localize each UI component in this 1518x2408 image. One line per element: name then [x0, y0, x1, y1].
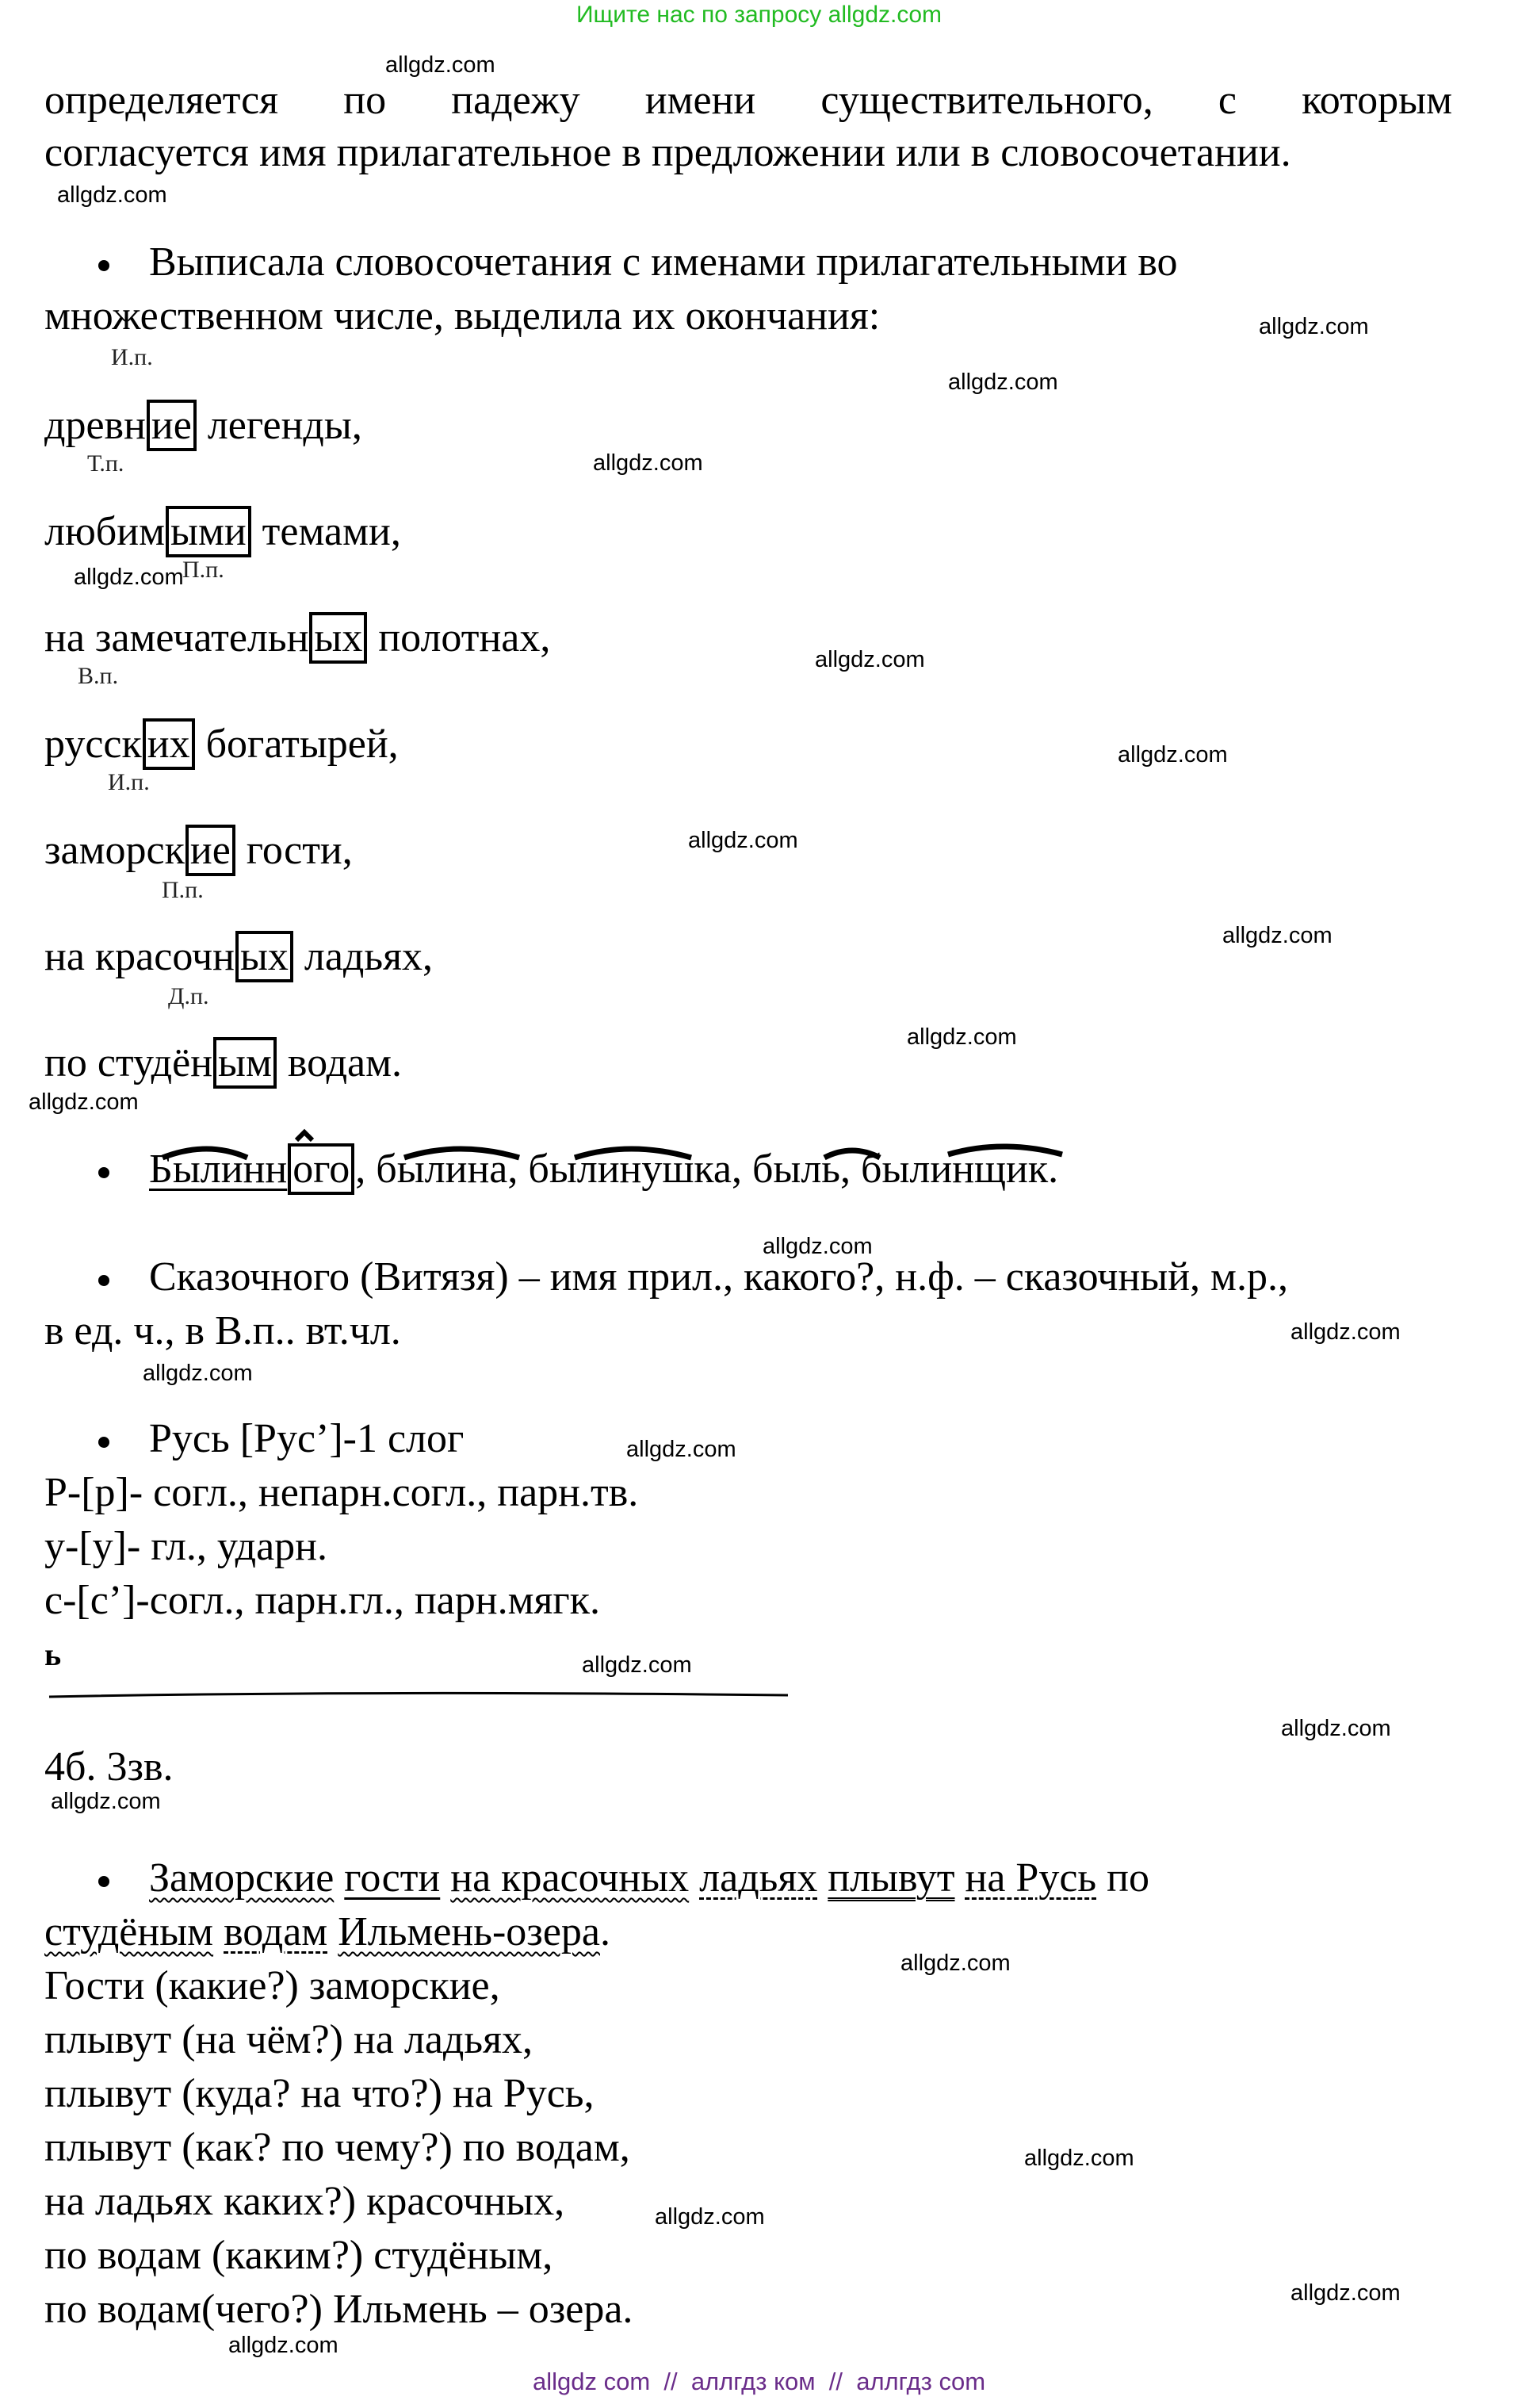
ending-box: ие	[147, 400, 197, 451]
attribute-word: студёным	[44, 1909, 214, 1954]
case-label: Т.п.	[87, 450, 124, 477]
watermark: allgdz.com	[593, 450, 703, 476]
watermark: allgdz.com	[688, 828, 798, 853]
intro-line-1: определяется по падежу имени существительного, с которым	[44, 78, 1452, 123]
phrase-item: древн ие легенды,	[44, 400, 362, 452]
task3-line-2: в ед. ч., в В.п.. вт.чл.	[44, 1308, 401, 1353]
case-label: И.п.	[111, 344, 153, 370]
phonetic-line: Р-[р]- согл., непарн.согл., парн.тв.	[44, 1470, 639, 1515]
case-label: И.п.	[108, 769, 150, 795]
phonetic-line: ь	[44, 1637, 62, 1672]
case-label: П.п.	[162, 877, 204, 903]
watermark: allgdz.com	[1290, 2280, 1401, 2306]
watermark: allgdz.com	[655, 2204, 765, 2230]
bullet-icon	[98, 1437, 109, 1448]
bullet-icon	[98, 1167, 109, 1178]
phrase-item: на замечательн ых полотнах,	[44, 612, 550, 664]
ending-box: ого	[288, 1143, 354, 1195]
watermark: allgdz.com	[1024, 2146, 1134, 2171]
ending-box: их	[143, 718, 195, 770]
ending-box: ыми	[166, 506, 251, 557]
watermark: allgdz.com	[228, 2333, 338, 2358]
phrase-item: русск их богатырей,	[44, 718, 399, 771]
watermark: allgdz.com	[1281, 1716, 1391, 1741]
task5-sentence-2: студёным водам Ильмень-озера.	[44, 1909, 610, 1954]
watermark: allgdz.com	[1118, 742, 1228, 768]
watermark: allgdz.com	[815, 647, 925, 672]
ending-box: ых	[309, 612, 367, 664]
task4-summary: 4б. 3зв.	[44, 1744, 174, 1790]
phrase-item: по студён ым водам.	[44, 1037, 402, 1089]
watermark: allgdz.com	[57, 182, 167, 208]
ending-box: ым	[213, 1037, 277, 1089]
analysis-line: плывут (куда? на что?) на Русь,	[44, 2071, 595, 2116]
object-word: ладьях	[699, 1855, 818, 1901]
watermark: allgdz.com	[900, 1951, 1011, 1976]
analysis-line: на ладьях каких?) красочных,	[44, 2179, 565, 2224]
task3-line-1: Сказочного (Витязя) – имя прил., какого?, н.ф. – сказочный, м.р.,	[98, 1251, 1288, 1304]
watermark: allgdz.com	[948, 369, 1058, 395]
object-word: на Русь	[965, 1855, 1097, 1901]
ending-box: ых	[235, 931, 293, 982]
watermark: allgdz.com	[29, 1089, 139, 1115]
task4-title: Русь [Рус’]-1 слог	[98, 1413, 464, 1465]
watermark: allgdz.com	[1222, 923, 1333, 948]
task1-heading-line-2: множественном числе, выделила их окончания:	[44, 293, 881, 339]
predicate-word: плывут	[828, 1855, 955, 1901]
watermark: allgdz.com	[1259, 314, 1369, 339]
bullet-icon	[98, 1275, 109, 1286]
watermark: allgdz.com	[1290, 1319, 1401, 1345]
header-link[interactable]: Ищите нас по запросу allgdz.com	[575, 2, 943, 28]
footer-links[interactable]: allgdz com // аллгдз ком // аллгдз com	[532, 2368, 986, 2395]
divider-line	[44, 1689, 797, 1705]
case-label: Д.п.	[168, 983, 209, 1009]
watermark: allgdz.com	[763, 1234, 873, 1259]
phrase-item: любим ыми темами,	[44, 506, 401, 558]
subject-word: гости	[344, 1855, 441, 1901]
task2-line: Былинн ого , былина, былинушка, быль, былинщик.	[98, 1143, 1058, 1196]
watermark: allgdz.com	[74, 565, 184, 590]
watermark: allgdz.com	[51, 1789, 161, 1814]
watermark: allgdz.com	[626, 1437, 736, 1462]
footer-banner[interactable]	[0, 2368, 1518, 2396]
phonetic-line: у-[у]- гл., ударн.	[44, 1524, 327, 1569]
phonetic-line: с-[с’]-согл., парн.гл., парн.мягк.	[44, 1578, 600, 1623]
analysis-line: Гости (какие?) заморские,	[44, 1963, 500, 2008]
header-banner[interactable]	[0, 2, 1518, 29]
ending-box: ие	[185, 825, 235, 876]
watermark: allgdz.com	[582, 1652, 692, 1678]
watermark: allgdz.com	[385, 52, 495, 78]
intro-line-2: согласуется имя прилагательное в предложении или в словосочетании.	[44, 130, 1291, 175]
attribute-word: Ильмень-озера	[338, 1909, 600, 1954]
analysis-line: плывут (на чём?) на ладьях,	[44, 2017, 533, 2062]
task5-sentence-1: Заморские гости на красочных ладьях плывут на Русь по	[98, 1852, 1149, 1905]
attribute-word: на красочных	[450, 1855, 690, 1901]
watermark: allgdz.com	[907, 1024, 1017, 1050]
analysis-line: по водам(чего?) Ильмень – озера.	[44, 2287, 633, 2332]
bullet-icon	[98, 1876, 109, 1887]
watermark: allgdz.com	[143, 1361, 253, 1386]
case-label: В.п.	[78, 663, 119, 689]
object-word: водам	[224, 1909, 328, 1954]
phrase-item: заморск ие гости,	[44, 825, 353, 877]
phrase-item: на красочн ых ладьях,	[44, 931, 433, 983]
bullet-icon	[98, 260, 109, 271]
task1-heading: Выписала словосочетания с именами прилагательными во	[98, 236, 1178, 289]
analysis-line: по водам (каким?) студёным,	[44, 2233, 553, 2278]
case-label: П.п.	[182, 557, 224, 583]
analysis-line: плывут (как? по чему?) по водам,	[44, 2125, 630, 2170]
attribute-word: Заморские	[149, 1855, 335, 1901]
